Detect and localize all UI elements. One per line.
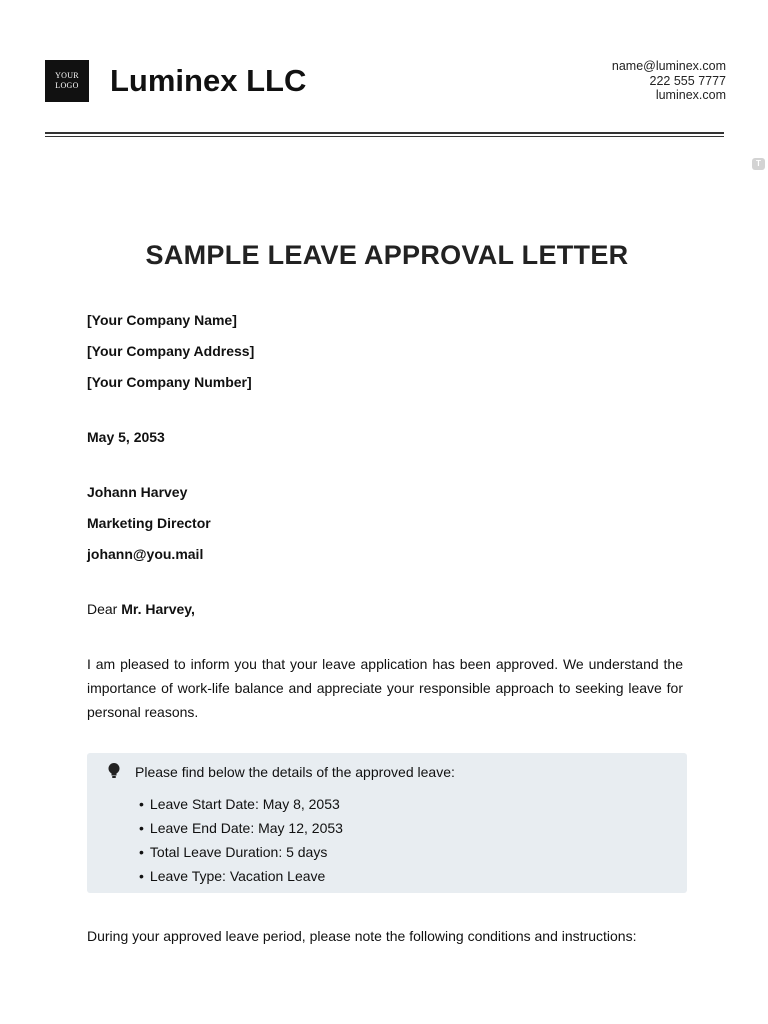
contact-block bbox=[612, 59, 726, 103]
side-tab-icon[interactable]: T bbox=[752, 158, 765, 170]
contact-phone: 222 555 7777 bbox=[649, 73, 726, 88]
letter-date: May 5, 2053 bbox=[87, 429, 165, 445]
recipient-email: johann@you.mail bbox=[87, 546, 204, 562]
contact-website: luminex.com bbox=[655, 88, 726, 102]
logo-line-2: LOGO bbox=[55, 81, 79, 90]
sender-company-number: [Your Company Number] bbox=[87, 374, 252, 390]
list-item: • Leave Start Date: May 8, 2053 bbox=[139, 792, 343, 816]
leave-details-list bbox=[139, 792, 343, 888]
salutation-prefix: Dear bbox=[87, 601, 118, 617]
header-divider-bottom bbox=[45, 136, 724, 137]
leave-details-callout bbox=[87, 753, 687, 893]
logo-line-1: YOUR bbox=[55, 71, 79, 80]
header-divider-top bbox=[45, 132, 724, 134]
salutation-name: Mr. Harvey, bbox=[121, 601, 195, 617]
sender-company-name: [Your Company Name] bbox=[87, 312, 237, 328]
list-item: • Leave End Date: May 12, 2053 bbox=[139, 816, 343, 840]
sender-company-address: [Your Company Address] bbox=[87, 343, 255, 359]
company-logo bbox=[45, 60, 89, 102]
recipient-title: Marketing Director bbox=[87, 515, 211, 531]
letter-title: SAMPLE LEAVE APPROVAL LETTER bbox=[145, 240, 629, 270]
list-item: • Leave Type: Vacation Leave bbox=[139, 864, 343, 888]
salutation bbox=[87, 601, 195, 617]
callout-lead: Please find below the details of the approved leave: bbox=[135, 764, 455, 780]
closing-line: During your approved leave period, please note the following conditions and instructions: bbox=[87, 928, 637, 944]
list-item: • Total Leave Duration: 5 days bbox=[139, 840, 343, 864]
recipient-name: Johann Harvey bbox=[87, 484, 188, 500]
body-paragraph: I am pleased to inform you that your leave application has been approved. We understand the importance of work-life balance and appreciate your responsible approach to seeking leave for personal reasons. bbox=[87, 656, 683, 720]
company-name: Luminex LLC bbox=[110, 63, 307, 98]
lightbulb-icon bbox=[108, 763, 120, 779]
contact-email: name@luminex.com bbox=[611, 59, 726, 73]
